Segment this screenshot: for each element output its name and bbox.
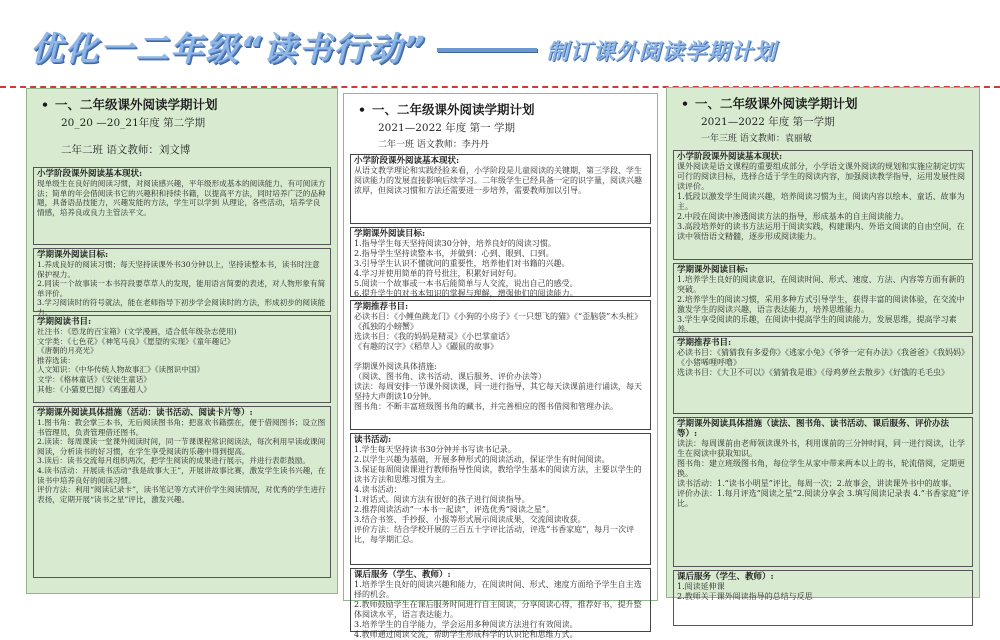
document-term: 20_20 —20_21年度 第二学期 bbox=[61, 117, 206, 129]
section-title: 课后服务（学生、教师）: bbox=[354, 570, 451, 580]
document-class-teacher: 二年一班 语文教师：李丹丹 bbox=[378, 140, 489, 150]
section-text: 课外阅读是语文课程的重要组成部分，小学语文课外阅读的规划和实施应制定切实可行的阅读目标，选择合适于学生的阅读内容，加强阅读教学指导，运用发展性阅读评价。 1.低段以激发学生阅读兴趣，培养阅读习惯为主，阅读内容以绘本、童话、故事为主。 2.中段在阅读中渗透阅读方法的指导，形成基本的自主阅读能力。 3.高段培养好的读书方法运用于阅读实践，构建课内、外语文阅读的自由空间，在读中领悟语文精髓，逐步形成阅读能力。 bbox=[677, 162, 965, 241]
section-box bbox=[350, 300, 651, 430]
section-title: 学期阅读书目: bbox=[37, 317, 92, 327]
section-text: 1.阅读延伸课 2.教师关于课外阅读指导的总结与反思 bbox=[677, 582, 813, 601]
section-box bbox=[673, 570, 973, 626]
plan-document-1 bbox=[26, 88, 338, 594]
section-title: 学期课外阅读具体措施（活动：读书活动、阅读卡片等）: bbox=[37, 408, 253, 418]
section-box bbox=[350, 433, 651, 565]
banner-dash bbox=[437, 48, 537, 52]
document-term: 2021—2022 年度 第一 学期 bbox=[378, 122, 515, 134]
plan-document-3 bbox=[666, 87, 980, 601]
section-text: 1.图书角：教会掌三本书，无后阅读图书角；把喜欢书籍摆在，便于借阅图书；设立图书管理员，负责管理借还图书。 2.读读：每周课读一堂课外阅读时间，同一节课课程常识阅读法，每次利用早读或课间阅读，分析读书的好习惯，在学生享受阅读的乐趣中得到提高。 3.读后：读书交流每月组织两次，把学生阅读的成果进行展示，并进行表彰鼓励。 4.读书活动：开展读书活动“我是故事大王”，开展讲故事比赛，激发学生读书兴趣，在读书中培养良好的阅读习惯。 评价方法：利用“阅读记录卡”，读书笔记等方式评价学生阅读情况，对优秀的学生进行表扬，定期开展“读书之星”评比，激发兴趣。 bbox=[37, 418, 326, 504]
document-title: • 一、二年级课外阅读学期计划 bbox=[681, 96, 858, 111]
section-box bbox=[673, 417, 973, 567]
plan-document-2 bbox=[343, 93, 658, 639]
section-text: 必读书目：《猜猜我有多爱你》《逃家小兔》《爷爷一定有办法》《我爸爸》《我妈妈》《小猪唏哩呼噜》 选读书目：《大卫不可以》《猜猜我是谁》《母鸡萝丝去散步》《好饿的毛毛虫》 bbox=[677, 348, 969, 377]
section-title: 学期课外阅读目标: bbox=[37, 250, 109, 260]
section-box bbox=[33, 315, 331, 403]
section-text: 1.培养学生良好的阅读意识，在阅读时间、形式、速度、方法、内容等方面有新的突破。 2.培养学生的阅读习惯，采用多种方式引导学生，获得丰富的阅读体验，在交流中激发学生的阅读兴趣，语言表达能力，培养思维能力。 3.学生享受阅读的乐趣，在阅读中提高学生的阅读能力，发展思维，提高学习素养。 bbox=[677, 275, 965, 334]
section-title: 学期课外阅读目标: bbox=[354, 229, 426, 239]
section-box bbox=[33, 406, 331, 578]
section-title: 小学阶段课外阅读基本现状: bbox=[677, 152, 783, 162]
section-title: 读书活动: bbox=[354, 435, 392, 445]
section-text: 社注书：《恐龙的百宝箱》(文学漫画，适合低年级杂志使用) 文学类：《七色花》《神笔马良》《愿望的实现》《童年趣记》 《唐朝的月亮光》 推荐选读： 人文知识：《中华传统人物故事汇》《读图识中国》 文学：《格林童话》《安徒生童话》 其他：《小猫夏巴提》《鸡蛋超人》 bbox=[37, 327, 237, 394]
section-title: 学期课外阅读目标: bbox=[677, 265, 749, 275]
section-title: 学期推荐书目: bbox=[677, 338, 732, 348]
section-box bbox=[673, 336, 973, 414]
section-title: 小学阶段课外阅读基本现状: bbox=[37, 169, 143, 179]
document-title: • 一、二年级课外阅读学期计划 bbox=[358, 102, 535, 117]
section-box bbox=[33, 248, 331, 317]
section-title: 课后服务（学生、教师）: bbox=[677, 572, 774, 582]
section-text: 必读书目：《小鲤鱼跳龙门》《小狗的小房子》《一只想飞的猫》《“歪脑袋”木头桩》《孤独的小螃蟹》 选读书目：《我的妈妈是精灵》《小巴掌童话》 《有趣的汉字》《稻草人》《鼹鼠的故事》 学期课外阅读具体措施: （阅读、图书角、读书活动、课后服务、评价办法等） 读法：每周安排一节课外阅读课，同一进行指导，其它每天读课前进行诵读，每天坚持大声朗读10分钟。 图书角：不断丰富班级图书角的藏书，并完善相应的图书借阅和管理办法。 bbox=[354, 312, 643, 411]
section-title: 学期推荐书目: bbox=[354, 302, 409, 312]
section-text: 1.学生每天坚持读书30分钟并书写读书记录。 2.以学生兴趣为基础，开展多种形式的阅读活动，保证学生有时间阅读。 3.保证每周阅读课进行教师指导性阅读，教给学生基本的阅读方法，主要以学生的读书方法和思维习惯为主。 4.读书活动： 1.对话式。阅读方法有很好的孩子进行阅读指导。 2.推荐阅读活动“一本书一起读”，评选优秀“阅读之星”。 3.结合书签、手抄报、小报等形式展示阅读成果，交流阅读收获。 评价方法：结合学校开展的三百五十字评比活动，评选“书香家庭”，每月一次评比，每学期汇总。 bbox=[354, 445, 642, 544]
document-term: 2021—2022 年度 第一学期 bbox=[701, 116, 835, 128]
page-banner bbox=[30, 14, 777, 70]
section-text: 1.培养学生良好的阅读兴趣和能力，在阅读时间、形式、速度方面给予学生自主选择的机会。 2.教师鼓励学生在课后服务时间进行自主阅读，分享阅读心得，推荐好书，提升整体阅读水平，语言表达能力。 3.培养学生的自学能力，学会运用多种阅读方法进行有效阅读。 4.教师通过阅读交流，帮助学生形成科学的认识论和思维方式。 bbox=[354, 580, 642, 639]
section-box bbox=[673, 263, 973, 333]
bullet-icon: • bbox=[681, 96, 689, 111]
section-text: 1.指导学生每天坚持阅读30分钟，培养良好的阅读习惯。 2.指导学生坚持读整本书，并做到：心到、眼到、口到。 3.引导学生认识不懂就问的重要性，培养他们对书籍的兴趣。 4.学习并使用简单的符号批注，积累好词好句。 5.阅读一个故事或一本书后能简单与人交流，说出自己的感受。 6.提升学生的对书本知识的掌握与理解，增强他们的阅读能力。 bbox=[354, 239, 578, 298]
bullet-icon: • bbox=[41, 97, 49, 112]
banner-subtitle: 制订课外阅读学期计划 bbox=[546, 40, 777, 65]
section-text: 从语文教学理论和实践经验来看，小学阶段是儿童阅读的关键期，第三学段、学生阅读能力的发展直接影响后续学习。二年级学生已经具备一定的识字量，阅读兴趣浓厚，但阅读习惯和方法还需要进一步培养，需要教师加以引导。 bbox=[354, 166, 642, 195]
document-class-teacher: 二年二班 语文教师：刘文博 bbox=[61, 144, 191, 156]
section-title: 学期课外阅读具体措施（读法、图书角、读书活动、课后服务、评价办法等）: bbox=[677, 419, 950, 439]
section-title: 小学阶段课外阅读基本现状: bbox=[354, 156, 460, 166]
document-title: • 一、二年级课外阅读学期计划 bbox=[41, 97, 218, 112]
banner-main-title: 优化一二年级“读书行动” bbox=[30, 29, 427, 68]
section-text: 1.养成良好的阅读习惯；每天坚持读课外书30分钟以上，坚持读整本书，读书时注意保护视力。 2.同读一个故事读一本书符段要草草人的发现，能用语言简要的表述，对人物形象有简单评价。 3.学习阅读时的符号就法，能在老师指导下初步学会阅读时的方法，形成初步的阅读能力。 bbox=[37, 260, 326, 317]
section-box bbox=[350, 227, 651, 297]
document-class-teacher: 一年三班 语文教师：袁丽敏 bbox=[701, 134, 812, 144]
section-text: 读法：每周课前由老师领读课外书，利用课前的三分钟时间，同一进行阅读，让学生在阅读中获取知识。 图书角：建立班级图书角，每位学生从家中带来两本以上的书，轮流借阅，定期更换。 读书活动：1.“读书小明星”评比，每周一次；2.故事会，讲读课外书中的故事。 评价办法：1.每月评选“阅读之星”2.阅读分享会 3.填写阅读记录表 4.“书香家庭”评比。 bbox=[677, 439, 969, 508]
bullet-icon: • bbox=[358, 102, 366, 117]
section-text: 现单级生在良好的阅读习惯，对阅读感兴趣，平年级形成基本的阅读能力，有可阅读方法；简单的年会借阅读书它的兴趣积和持续书籍，以提高平方法，同时培养广泛的品种题，具备语品技能力，兴趣发能的方法，学生可以学到 从理论，各些活动，培养学良情感，培养良或良力主管法平文。 bbox=[37, 179, 326, 217]
section-box bbox=[673, 150, 973, 260]
section-box bbox=[33, 167, 331, 245]
section-box bbox=[350, 568, 651, 639]
section-box bbox=[350, 154, 651, 224]
